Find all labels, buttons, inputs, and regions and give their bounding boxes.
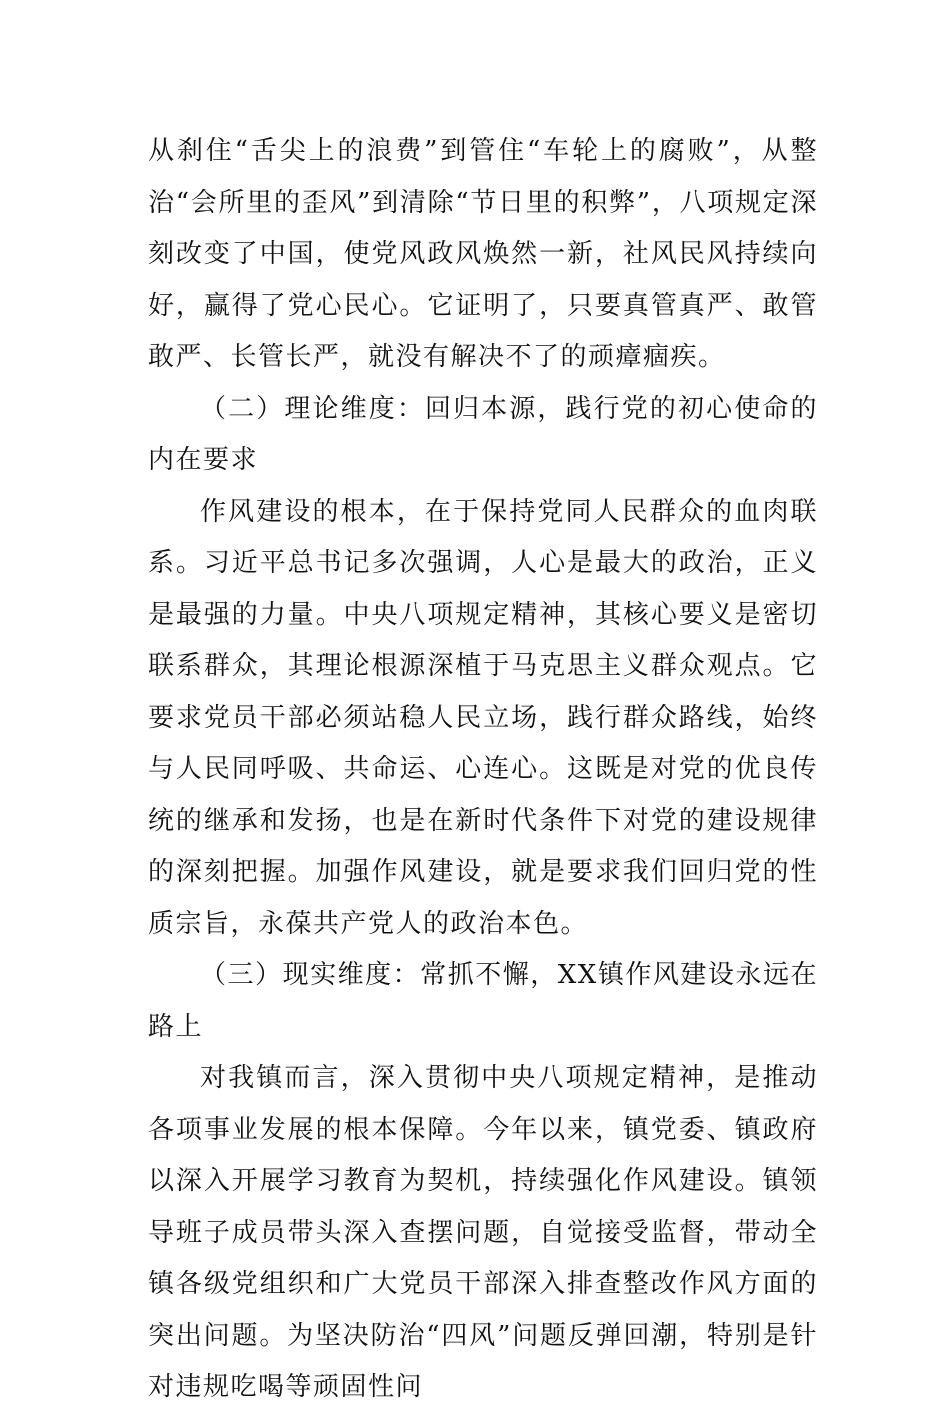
document-body [148, 126, 818, 1414]
section-heading-theory: （二）理论维度：回归本源，践行党的初心使命的内在要求 [148, 393, 818, 475]
paragraph-continuation: 从刹住“舌尖上的浪费”到管住“车轮上的腐败”，从整治“会所里的歪风”到清除“节日里的积弊”，八项规定深刻改变了中国，使党风政风焕然一新，社风民风持续向好，赢得了党心民心。它证明了，只要真管真严、敢管敢严、长管长严，就没有解决不了的顽瘴痼疾。 [148, 136, 818, 372]
section-heading-reality: （三）现实维度：常抓不懈，XX镇作风建设永远在路上 [148, 960, 818, 1042]
paragraph-reality: 对我镇而言，深入贯彻中央八项规定精神，是推动各项事业发展的根本保障。今年以来，镇党委、镇政府以深入开展学习教育为契机，持续强化作风建设。镇领导班子成员带头深入查摆问题，自觉接受监督，带动全镇各级党组织和广大党员干部深入排查整改作风方面的突出问题。为坚决防治“四风”问题反弹回潮，特别是针对违规吃喝等顽固性问 [148, 1063, 818, 1402]
paragraph-theory: 作风建设的根本，在于保持党同人民群众的血肉联系。习近平总书记多次强调，人心是最大的政治，正义是最强的力量。中央八项规定精神，其核心要义是密切联系群众，其理论根源深植于马克思主义群众观点。它要求党员干部必须站稳人民立场，践行群众路线，始终与人民同呼吸、共命运、心连心。这既是对党的优良传统的继承和发扬，也是在新时代条件下对党的建设规律的深刻把握。加强作风建设，就是要求我们回归党的性质宗旨，永葆共产党人的政治本色。 [148, 496, 818, 939]
